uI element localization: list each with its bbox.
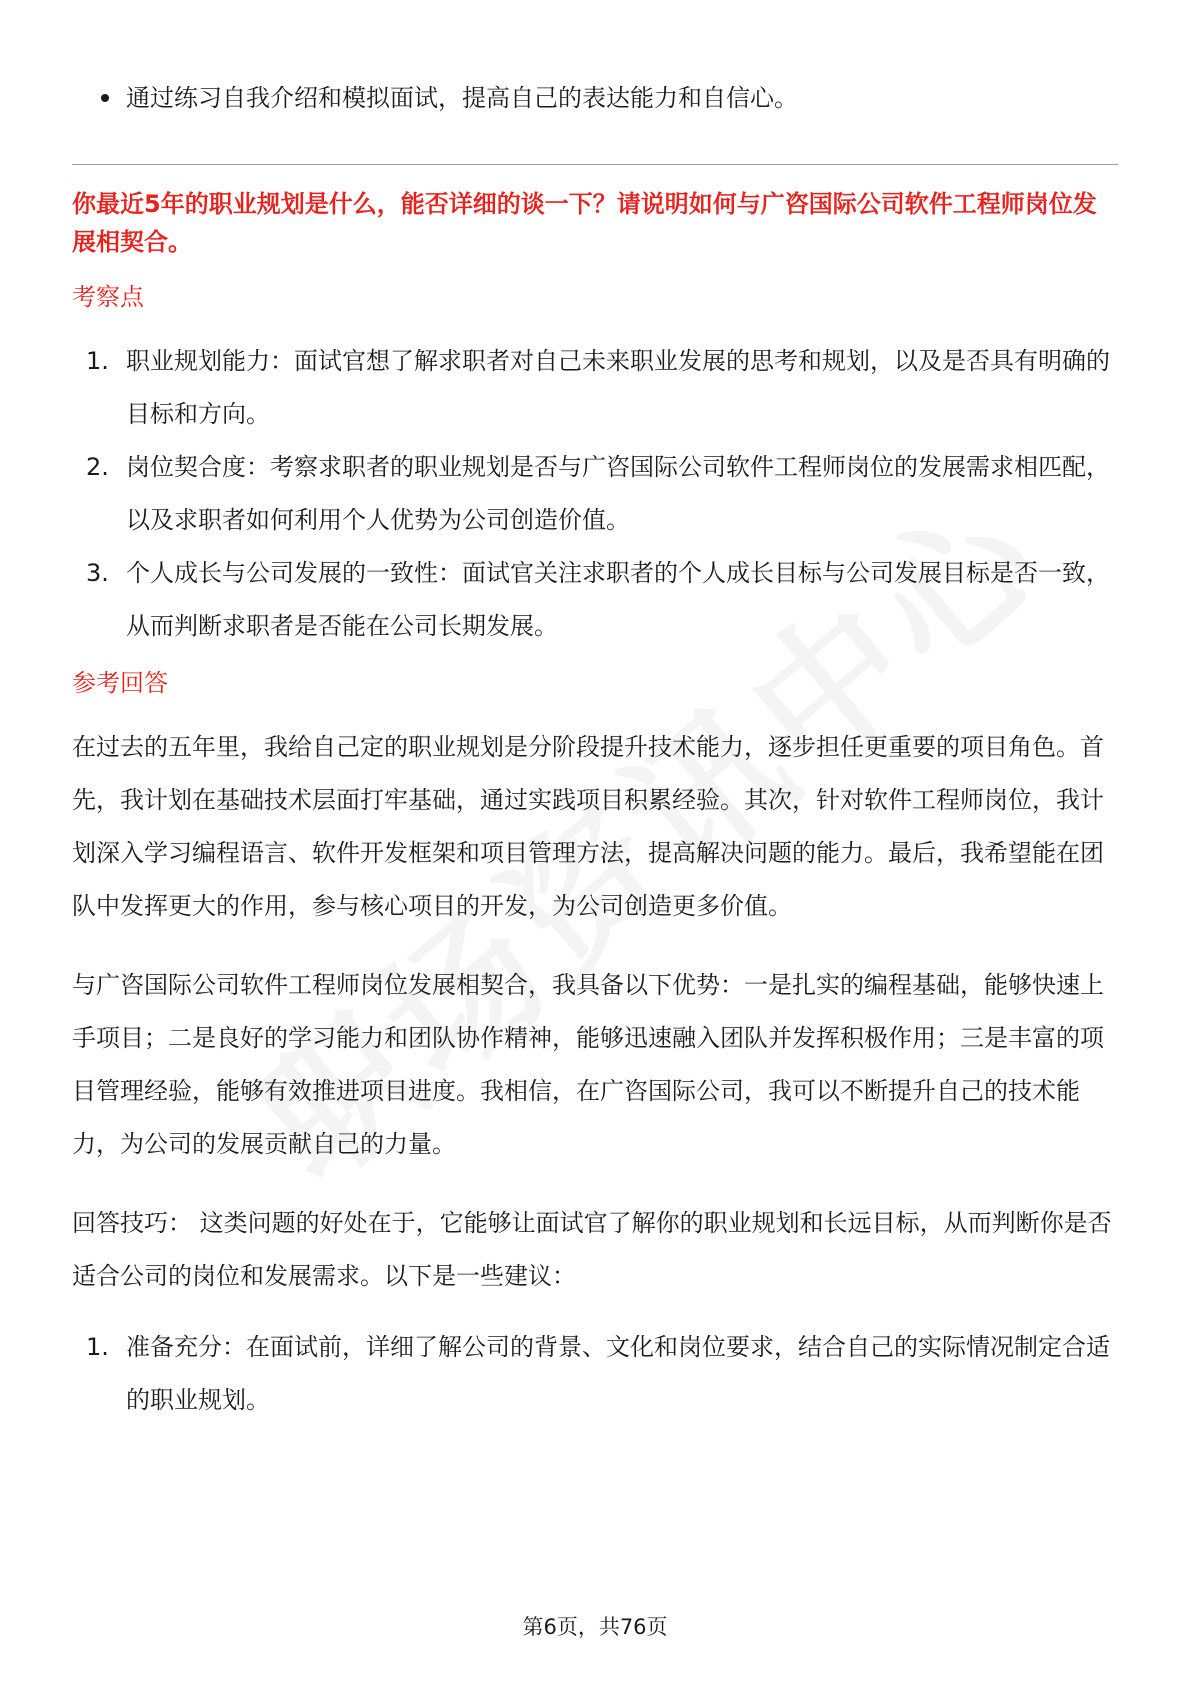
list-item-text: 职业规划能力：面试官想了解求职者对自己未来职业发展的思考和规划，以及是否具有明确的目标和方向。 xyxy=(126,347,1110,428)
list-number: 2. xyxy=(86,453,109,481)
list-number: 1. xyxy=(86,1333,109,1361)
divider xyxy=(72,164,1118,165)
list-item-text: 准备充分：在面试前，详细了解公司的背景、文化和岗位要求，结合自己的实际情况制定合适的职业规划。 xyxy=(126,1333,1110,1414)
list-item: 通过练习自我介绍和模拟面试，提高自己的表达能力和自信心。 xyxy=(72,72,1118,124)
kaochadian-list xyxy=(72,335,1118,653)
list-number: 3. xyxy=(86,559,109,587)
answer-paragraph: 与广咨国际公司软件工程师岗位发展相契合，我具备以下优势：一是扎实的编程基础，能够快速上手项目；二是良好的学习能力和团队协作精神，能够迅速融入团队并发挥积极作用；三是丰富的项目管理经验，能够有效推进项目进度。我相信，在广咨国际公司，我可以不断提升自己的技术能力，为公司的发展贡献自己的力量。 xyxy=(72,971,1104,1158)
question-heading: 你最近5年的职业规划是什么，能否详细的谈一下？请说明如何与广咨国际公司软件工程师岗位发展相契合。 xyxy=(72,190,1097,256)
list-item xyxy=(72,441,1118,547)
tips-list xyxy=(72,1321,1118,1427)
list-item xyxy=(72,547,1118,653)
list-item xyxy=(72,1321,1118,1427)
content xyxy=(72,72,1118,1427)
tips-paragraph: 回答技巧： 这类问题的好处在于，它能够让面试官了解你的职业规划和长远目标，从而判断你是否适合公司的岗位和发展需求。以下是一些建议： xyxy=(72,1209,1112,1290)
list-item-text: 岗位契合度：考察求职者的职业规划是否与广咨国际公司软件工程师岗位的发展需求相匹配，以及求职者如何利用个人优势为公司创造价值。 xyxy=(126,453,1110,534)
answer-paragraph: 在过去的五年里，我给自己定的职业规划是分阶段提升技术能力，逐步担任更重要的项目角色。首先，我计划在基础技术层面打牢基础，通过实践项目积累经验。其次，针对软件工程师岗位，我计划深入学习编程语言、软件开发框架和项目管理方法，提高解决问题的能力。最后，我希望能在团队中发挥更大的作用，参与核心项目的开发，为公司创造更多价值。 xyxy=(72,733,1104,920)
list-item xyxy=(72,335,1118,441)
list-number: 1. xyxy=(86,347,109,375)
section-label-kaochadian: 考察点 xyxy=(72,283,144,311)
section-label-cankao: 参考回答 xyxy=(72,669,168,697)
page-footer: 第6页，共76页 xyxy=(522,1615,668,1639)
list-item-text: 个人成长与公司发展的一致性：面试官关注求职者的个人成长目标与公司发展目标是否一致，从而判断求职者是否能在公司长期发展。 xyxy=(126,559,1110,640)
